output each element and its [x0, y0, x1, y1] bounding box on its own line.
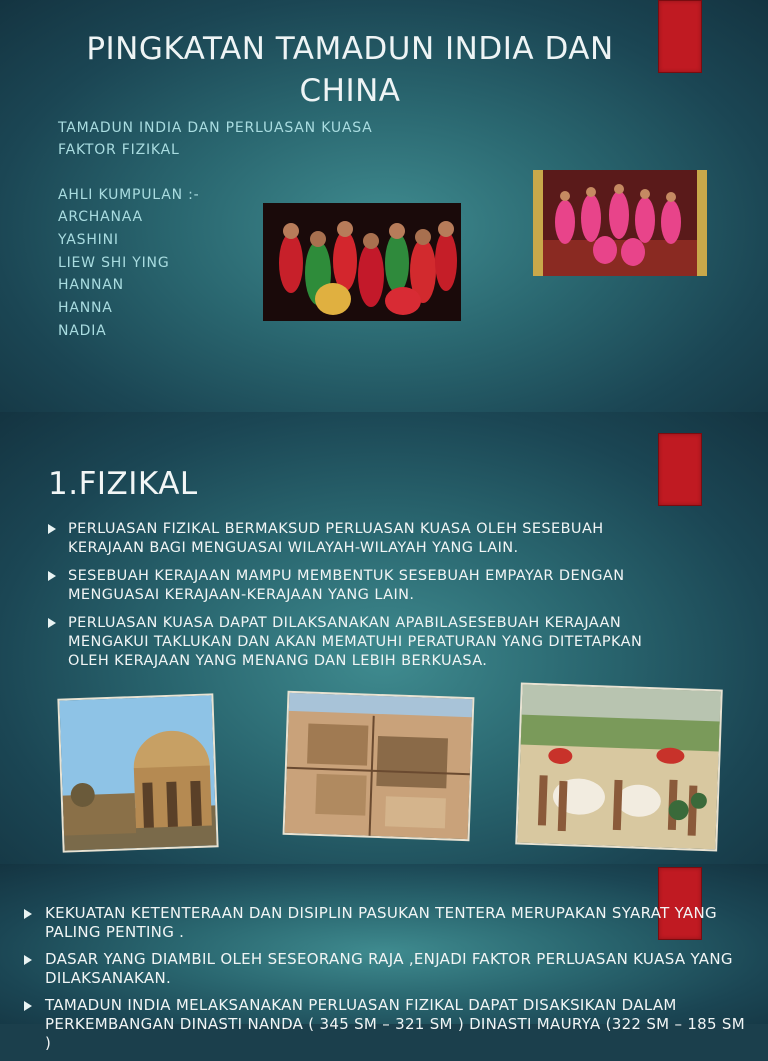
- member-name: YASHINI: [58, 232, 119, 248]
- slide-title: [0, 0, 768, 412]
- ancient-ruins-photo: [283, 691, 475, 841]
- stage-dancers-photo: [533, 170, 707, 276]
- subtitle-line: FAKTOR FIZIKAL: [58, 142, 180, 158]
- slide-heading: 1.FIZIKAL: [48, 466, 198, 502]
- subtitle-line: TAMADUN INDIA DAN PERLUASAN KUASA: [58, 120, 373, 136]
- bullet-list: [24, 904, 754, 1061]
- bullet-arrow-icon: [24, 955, 32, 965]
- bullet-item: PERLUASAN KUASA DAPAT DILAKSANAKAN APABILASESEBUAH KERAJAAN MENGAKUI TAKLUKAN DAN AKAN MEMATUHI PERATURAN YANG DITETAPKAN OLEH KERAJAAN YANG MENANG DAN LEBIH BERKUASA.: [48, 614, 648, 671]
- bullet-arrow-icon: [24, 909, 32, 919]
- slide-continuation: [0, 864, 768, 1052]
- bullet-list: [48, 520, 648, 680]
- bullet-item: TAMADUN INDIA MELAKSANAKAN PERLUASAN FIZIKAL DAPAT DISAKSIKAN DALAM PERKEMBANGAN DINASTI NANDA ( 345 SM – 321 SM ) DINASTI MAURYA (322 SM – 185 SM ): [24, 996, 754, 1053]
- historical-painting-photo: [515, 683, 723, 852]
- red-accent-bar: [658, 0, 702, 73]
- bullet-arrow-icon: [48, 618, 56, 628]
- bullet-arrow-icon: [48, 524, 56, 534]
- domed-pavilion-photo: [57, 693, 218, 852]
- slide-fizikal: [0, 412, 768, 864]
- slide-title-text: PINGKATAN TAMADUN INDIA DAN CHINA: [86, 31, 614, 109]
- member-name: ARCHANAA: [58, 209, 143, 225]
- bullet-item: KEKUATAN KETENTERAAN DAN DISIPLIN PASUKAN TENTERA MERUPAKAN SYARAT YANG PALING PENTING .: [24, 904, 754, 942]
- member-name: NADIA: [58, 323, 107, 339]
- group-members-label: AHLI KUMPULAN :-: [58, 187, 200, 203]
- bullet-arrow-icon: [24, 1001, 32, 1011]
- bullet-arrow-icon: [48, 571, 56, 581]
- bullet-item: DASAR YANG DIAMBIL OLEH SESEORANG RAJA ,ENJADI FAKTOR PERLUASAN KUASA YANG DILAKSANAKAN.: [24, 950, 754, 988]
- member-name: HANNAN: [58, 277, 124, 293]
- red-accent-bar: [658, 433, 702, 506]
- bullet-item: PERLUASAN FIZIKAL BERMAKSUD PERLUASAN KUASA OLEH SESEBUAH KERAJAAN BAGI MENGUASAI WILAYAH-WILAYAH YANG LAIN.: [48, 520, 648, 558]
- member-name: HANNA: [58, 300, 113, 316]
- dancers-group-photo: [263, 203, 461, 321]
- bullet-item: SESEBUAH KERAJAAN MAMPU MEMBENTUK SESEBUAH EMPAYAR DENGAN MENGUASAI KERAJAAN-KERAJAAN YANG LAIN.: [48, 567, 648, 605]
- member-name: LIEW SHI YING: [58, 255, 170, 271]
